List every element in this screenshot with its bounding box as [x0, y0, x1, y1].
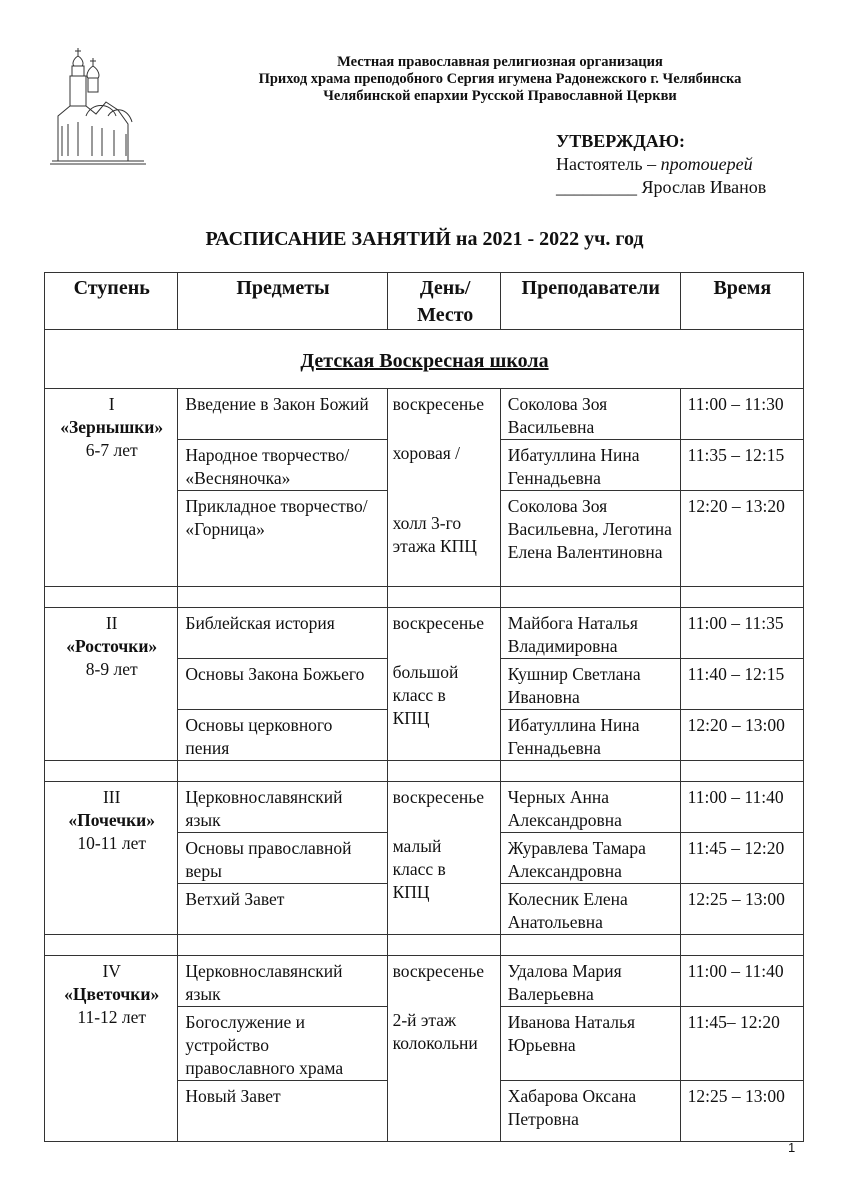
- table-row: [45, 608, 804, 659]
- org-line: Приход храма преподобного Сергия игумена Радонежского г. Челябинска: [258, 71, 742, 87]
- column-header: Предметы: [178, 273, 387, 330]
- empty-cell: [387, 935, 500, 956]
- stage-age: 6-7 лет: [85, 440, 138, 460]
- day-place-line: воскресенье: [392, 787, 485, 807]
- day-place-line: большой: [392, 662, 459, 682]
- stage-name: «Цветочки»: [64, 984, 160, 1004]
- teacher-cell: Кушнир Светлана Ивановна: [500, 659, 680, 710]
- time-cell: 11:00 – 11:30: [680, 389, 803, 440]
- subject-cell: Прикладное творчество/ «Горница»: [178, 491, 387, 587]
- stage-cell: [45, 389, 178, 587]
- table-row: [45, 389, 804, 440]
- teacher-cell: Ибатуллина Нина Геннадьевна: [500, 710, 680, 761]
- stage-number: IV: [102, 961, 121, 981]
- day-place-line: холл 3-го: [392, 513, 462, 533]
- column-header: Ступень: [45, 273, 178, 330]
- empty-cell: [178, 587, 387, 608]
- day-place-line: этажа КПЦ: [392, 536, 477, 556]
- empty-cell: [45, 935, 178, 956]
- spacer-row: [45, 587, 804, 608]
- subject-cell: Богослужение и устройство православного храма: [178, 1007, 387, 1081]
- subject-cell: Библейская история: [178, 608, 387, 659]
- time-cell: 12:25 – 13:00: [680, 1081, 803, 1142]
- subject-cell: Основы Закона Божьего: [178, 659, 387, 710]
- teacher-cell: Удалова Мария Валерьевна: [500, 956, 680, 1007]
- day-place-line: воскресенье: [392, 613, 485, 633]
- stage-number: II: [105, 613, 118, 633]
- approve-title: УТВЕРЖДАЮ:: [556, 131, 686, 151]
- table-header-row: [45, 273, 804, 330]
- day-place-line: воскресенье: [392, 961, 485, 981]
- signature-line: _________: [556, 177, 637, 197]
- empty-cell: [178, 761, 387, 782]
- empty-cell: [500, 761, 680, 782]
- day-place-cell: [387, 608, 500, 761]
- stage-age: 10-11 лет: [77, 833, 147, 853]
- day-place-line: класс в: [392, 859, 446, 879]
- stage-cell: [45, 782, 178, 935]
- teacher-cell: Соколова Зоя Васильевна, Леготина Елена Валентиновна: [500, 491, 680, 587]
- approve-rank: протоиерей: [660, 154, 753, 174]
- empty-cell: [680, 935, 803, 956]
- spacer-row: [45, 935, 804, 956]
- stage-name: «Зернышки»: [60, 417, 164, 437]
- time-cell: 12:20 – 13:20: [680, 491, 803, 587]
- time-cell: 12:25 – 13:00: [680, 884, 803, 935]
- empty-cell: [45, 587, 178, 608]
- section-title-text: Детская Воскресная школа: [300, 349, 549, 372]
- subject-cell: Новый Завет: [178, 1081, 387, 1142]
- table-row: [45, 782, 804, 833]
- org-line: Местная православная религиозная организация: [337, 54, 663, 70]
- stage-cell: [45, 608, 178, 761]
- empty-cell: [500, 587, 680, 608]
- stage-age: 11-12 лет: [77, 1007, 147, 1027]
- table-row: [45, 956, 804, 1007]
- day-place-cell: [387, 389, 500, 587]
- day-place-line: КПЦ: [392, 708, 430, 728]
- stage-number: I: [108, 394, 115, 414]
- organization-header: [190, 54, 810, 105]
- subject-cell: Ветхий Завет: [178, 884, 387, 935]
- teacher-cell: Иванова Наталья Юрьевна: [500, 1007, 680, 1081]
- church-logo: [48, 46, 148, 166]
- teacher-cell: Журавлева Тамара Александровна: [500, 833, 680, 884]
- subject-cell: Основы православной веры: [178, 833, 387, 884]
- time-cell: 11:00 – 11:40: [680, 782, 803, 833]
- stage-age: 8-9 лет: [85, 659, 138, 679]
- stage-cell: [45, 956, 178, 1142]
- column-header: Преподаватели: [500, 273, 680, 330]
- day-place-line: колокольни: [392, 1033, 478, 1053]
- subject-cell: Основы церковного пения: [178, 710, 387, 761]
- time-cell: 11:35 – 12:15: [680, 440, 803, 491]
- day-place-line: малый: [392, 836, 442, 856]
- section-row: [45, 330, 804, 389]
- day-place-cell: [387, 782, 500, 935]
- day-place-line: воскресенье: [392, 394, 485, 414]
- schedule-table: [44, 272, 804, 1142]
- time-cell: 11:00 – 11:35: [680, 608, 803, 659]
- teacher-cell: Ибатуллина Нина Геннадьевна: [500, 440, 680, 491]
- day-place-cell: [387, 956, 500, 1142]
- time-cell: 12:20 – 13:00: [680, 710, 803, 761]
- column-header: День/ Место: [387, 273, 500, 330]
- subject-cell: Церковнославянский язык: [178, 782, 387, 833]
- org-line: Челябинской епархии Русской Православной Церкви: [323, 88, 677, 104]
- time-cell: 11:45 – 12:20: [680, 833, 803, 884]
- subject-cell: Народное творчество/ «Весняночка»: [178, 440, 387, 491]
- teacher-cell: Соколова Зоя Васильевна: [500, 389, 680, 440]
- empty-cell: [387, 587, 500, 608]
- stage-name: «Росточки»: [66, 636, 158, 656]
- day-place-line: хоровая /: [392, 443, 461, 463]
- subject-cell: Церковнославянский язык: [178, 956, 387, 1007]
- page-title: РАСПИСАНИЕ ЗАНЯТИЙ на 2021 - 2022 уч. год: [205, 228, 644, 250]
- section-title: [45, 330, 804, 389]
- day-place-line: класс в: [392, 685, 446, 705]
- empty-cell: [45, 761, 178, 782]
- empty-cell: [387, 761, 500, 782]
- empty-cell: [680, 761, 803, 782]
- page-number: 1: [788, 1140, 796, 1155]
- day-place-line: 2-й этаж: [392, 1010, 457, 1030]
- empty-cell: [680, 587, 803, 608]
- empty-cell: [178, 935, 387, 956]
- column-header: Время: [680, 273, 803, 330]
- time-cell: 11:40 – 12:15: [680, 659, 803, 710]
- teacher-cell: Майбога Наталья Владимировна: [500, 608, 680, 659]
- spacer-row: [45, 761, 804, 782]
- stage-number: III: [102, 787, 121, 807]
- teacher-cell: Хабарова Оксана Петровна: [500, 1081, 680, 1142]
- time-cell: 11:00 – 11:40: [680, 956, 803, 1007]
- approval-block: [556, 130, 766, 199]
- day-place-line: КПЦ: [392, 882, 430, 902]
- empty-cell: [500, 935, 680, 956]
- stage-name: «Почечки»: [68, 810, 156, 830]
- subject-cell: Введение в Закон Божий: [178, 389, 387, 440]
- time-cell: 11:45– 12:20: [680, 1007, 803, 1081]
- approve-role: Настоятель –: [556, 154, 661, 174]
- teacher-cell: Черных Анна Александровна: [500, 782, 680, 833]
- teacher-cell: Колесник Елена Анатольевна: [500, 884, 680, 935]
- approve-name: Ярослав Иванов: [637, 177, 767, 197]
